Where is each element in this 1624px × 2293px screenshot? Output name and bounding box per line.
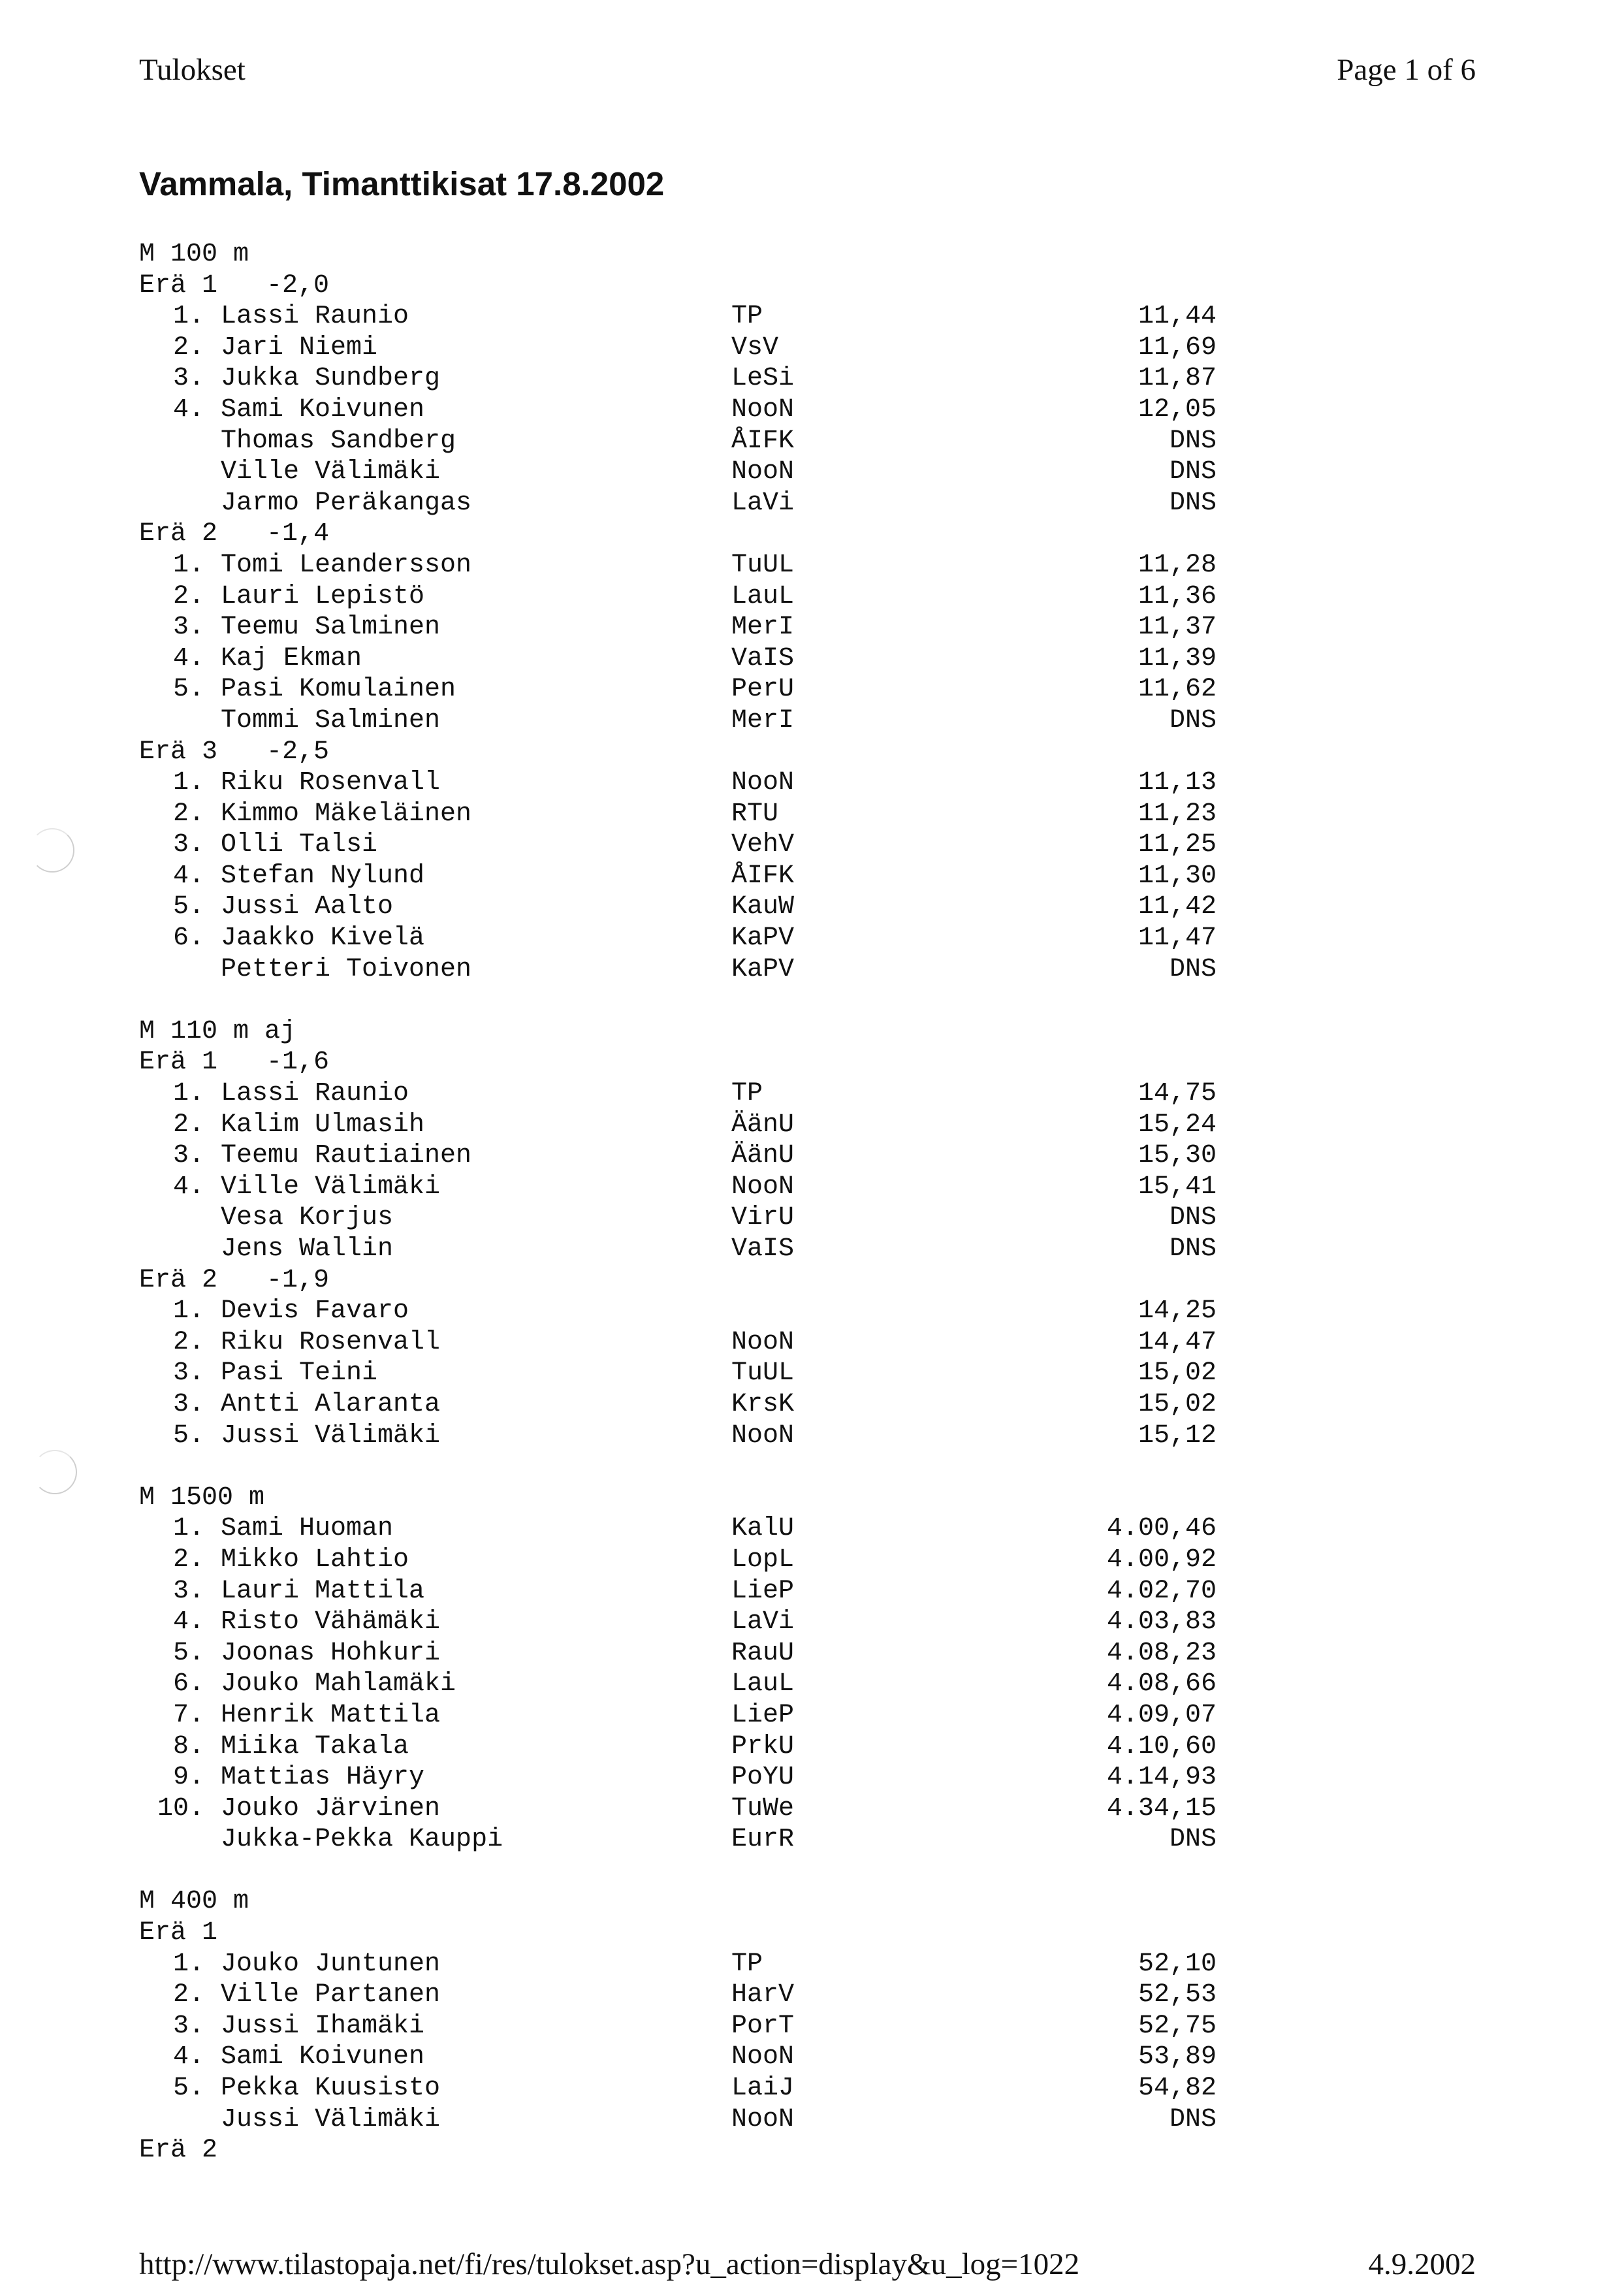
punch-hole-mark: [33, 1450, 77, 1494]
result-row: [139, 1669, 1249, 1700]
result-mark: 4.00,46: [1106, 1514, 1217, 1544]
result-row: [139, 1576, 1249, 1607]
club-code: TP: [731, 1949, 763, 1979]
placing: 7.: [172, 1700, 204, 1730]
result-mark: 4.14,93: [1106, 1763, 1217, 1793]
club-code: LauL: [731, 581, 795, 611]
result-mark: 12,05: [1138, 394, 1217, 425]
heat-heading: [139, 270, 1249, 302]
section-spacer: [139, 1451, 1249, 1483]
document-title: Vammala, Timanttikisat 17.8.2002: [139, 165, 665, 202]
athlete-name: Jussi Välimäki: [221, 1420, 441, 1451]
club-code: PoYU: [731, 1763, 795, 1793]
result-row: [139, 705, 1249, 737]
wind-reading: -2,5: [266, 737, 330, 767]
result-row: [139, 1202, 1249, 1234]
club-code: EurR: [731, 1825, 795, 1855]
athlete-name: Pasi Teini: [221, 1358, 378, 1388]
result-mark: 11,25: [1138, 830, 1217, 860]
result-mark: 11,62: [1138, 675, 1217, 705]
athlete-name: Jukka-Pekka Kauppi: [221, 1825, 503, 1855]
placing: 9.: [172, 1763, 204, 1793]
club-code: PorT: [731, 2011, 795, 2041]
result-mark: 15,02: [1138, 1389, 1217, 1419]
athlete-name: Kimmo Mäkeläinen: [221, 799, 472, 829]
result-row: [139, 1762, 1249, 1793]
result-row: [139, 1545, 1249, 1576]
club-code: VirU: [731, 1203, 795, 1233]
club-code: LieP: [731, 1700, 795, 1730]
athlete-name: Jussi Ihamäki: [221, 2011, 425, 2041]
athlete-name: Jouko Järvinen: [221, 1793, 441, 1823]
athlete-name: Ville Välimäki: [221, 457, 441, 487]
placing: 4.: [172, 861, 204, 891]
result-row: [139, 1078, 1249, 1110]
event-name: M 110 m aj: [139, 1016, 296, 1046]
club-code: RTU: [731, 799, 779, 829]
result-row: [139, 1234, 1249, 1265]
club-code: VaIS: [731, 1234, 795, 1264]
result-mark: DNS: [1169, 488, 1217, 518]
result-row: [139, 1607, 1249, 1638]
athlete-name: Jarmo Peräkangas: [221, 488, 472, 518]
result-row: [139, 861, 1249, 892]
athlete-name: Joonas Hohkuri: [221, 1638, 441, 1668]
result-mark: 11,28: [1138, 550, 1217, 580]
result-mark: 11,39: [1138, 643, 1217, 673]
result-mark: 15,30: [1138, 1141, 1217, 1171]
result-mark: 15,12: [1138, 1420, 1217, 1451]
result-row: [139, 426, 1249, 457]
placing: 3.: [172, 613, 204, 643]
result-mark: 4.10,60: [1106, 1731, 1217, 1761]
placing: 1.: [172, 550, 204, 580]
result-row: [139, 394, 1249, 426]
event-heading: [139, 1886, 1249, 1917]
club-code: NooN: [731, 1172, 795, 1202]
wind-reading: -2,0: [266, 270, 330, 300]
result-mark: 54,82: [1138, 2074, 1217, 2104]
athlete-name: Lassi Raunio: [221, 302, 409, 332]
heat-label: Erä 1: [139, 1918, 218, 1948]
result-row: [139, 1389, 1249, 1420]
result-mark: 11,69: [1138, 332, 1217, 362]
placing: 4.: [172, 394, 204, 425]
placing: 1.: [172, 1949, 204, 1979]
heat-heading: [139, 1917, 1249, 1949]
result-mark: DNS: [1169, 1234, 1217, 1264]
athlete-name: Antti Alaranta: [221, 1389, 441, 1419]
club-code: TuUL: [731, 1358, 795, 1388]
athlete-name: Sami Koivunen: [221, 394, 425, 425]
result-row: [139, 954, 1249, 986]
result-mark: 4.03,83: [1106, 1607, 1217, 1637]
club-code: NooN: [731, 1327, 795, 1357]
event-heading: [139, 1483, 1249, 1514]
athlete-name: Teemu Rautiainen: [221, 1141, 472, 1171]
result-row: [139, 550, 1249, 581]
placing: 10.: [157, 1793, 204, 1823]
result-row: [139, 301, 1249, 332]
result-row: [139, 1358, 1249, 1389]
athlete-name: Jussi Välimäki: [221, 2104, 441, 2134]
result-mark: 15,24: [1138, 1110, 1217, 1140]
print-date: 4.9.2002: [1368, 2247, 1476, 2281]
result-mark: DNS: [1169, 1203, 1217, 1233]
athlete-name: Lassi Raunio: [221, 1079, 409, 1109]
result-row: [139, 1980, 1249, 2011]
event-heading: [139, 1016, 1249, 1048]
athlete-name: Pekka Kuusisto: [221, 2074, 441, 2104]
result-row: [139, 1700, 1249, 1731]
heat-label: Erä 1: [139, 270, 218, 300]
result-mark: DNS: [1169, 457, 1217, 487]
club-code: MerI: [731, 613, 795, 643]
club-code: PrkU: [731, 1731, 795, 1761]
athlete-name: Teemu Salminen: [221, 613, 441, 643]
heat-heading: [139, 1265, 1249, 1296]
club-code: LopL: [731, 1545, 795, 1575]
club-code: LauL: [731, 1669, 795, 1699]
result-mark: 11,13: [1138, 768, 1217, 798]
placing: 6.: [172, 923, 204, 954]
result-mark: 11,42: [1138, 892, 1217, 922]
athlete-name: Jouko Mahlamäki: [221, 1669, 456, 1699]
result-row: [139, 1793, 1249, 1825]
placing: 4.: [172, 2042, 204, 2072]
club-code: KalU: [731, 1514, 795, 1544]
heat-label: Erä 2: [139, 1265, 218, 1295]
result-row: [139, 332, 1249, 364]
athlete-name: Ville Välimäki: [221, 1172, 441, 1202]
athlete-name: Devis Favaro: [221, 1296, 409, 1326]
placing: 1.: [172, 1514, 204, 1544]
result-row: [139, 581, 1249, 613]
club-code: PerU: [731, 675, 795, 705]
athlete-name: Petteri Toivonen: [221, 954, 472, 984]
athlete-name: Tommi Salminen: [221, 705, 441, 735]
club-code: NooN: [731, 457, 795, 487]
club-code: NooN: [731, 2042, 795, 2072]
athlete-name: Henrik Mattila: [221, 1700, 441, 1730]
result-row: [139, 674, 1249, 705]
result-mark: 14,75: [1138, 1079, 1217, 1109]
athlete-name: Stefan Nylund: [221, 861, 425, 891]
event-name: M 400 m: [139, 1887, 249, 1917]
wind-reading: -1,6: [266, 1048, 330, 1078]
placing: 1.: [172, 1079, 204, 1109]
placing: 3.: [172, 1358, 204, 1388]
result-mark: 53,89: [1138, 2042, 1217, 2072]
results-list: [139, 239, 1249, 2166]
placing: 2.: [172, 1110, 204, 1140]
club-code: LeSi: [731, 364, 795, 394]
club-code: TP: [731, 302, 763, 332]
punch-hole-mark: [30, 828, 74, 873]
club-code: TuUL: [731, 550, 795, 580]
placing: 3.: [172, 364, 204, 394]
result-mark: 15,02: [1138, 1358, 1217, 1388]
result-mark: 11,87: [1138, 364, 1217, 394]
placing: 3.: [172, 1576, 204, 1606]
club-code: TuWe: [731, 1793, 795, 1823]
result-row: [139, 1638, 1249, 1669]
result-row: [139, 923, 1249, 954]
result-mark: 4.09,07: [1106, 1700, 1217, 1730]
page-number: Page 1 of 6: [1337, 53, 1476, 87]
result-row: [139, 1140, 1249, 1172]
result-mark: 4.34,15: [1106, 1793, 1217, 1823]
result-row: [139, 2042, 1249, 2073]
result-mark: 11,23: [1138, 799, 1217, 829]
page-header-left: Tulokset: [139, 53, 246, 87]
athlete-name: Lauri Mattila: [221, 1576, 425, 1606]
placing: 1.: [172, 1296, 204, 1326]
club-code: KrsK: [731, 1389, 795, 1419]
club-code: HarV: [731, 1980, 795, 2010]
result-row: [139, 2011, 1249, 2042]
club-code: ÅIFK: [731, 861, 795, 891]
result-row: [139, 829, 1249, 861]
club-code: ÅIFK: [731, 426, 795, 456]
athlete-name: Vesa Korjus: [221, 1203, 394, 1233]
result-mark: DNS: [1169, 705, 1217, 735]
placing: 2.: [172, 1980, 204, 2010]
result-mark: 11,44: [1138, 302, 1217, 332]
result-row: [139, 1420, 1249, 1452]
result-mark: 11,30: [1138, 861, 1217, 891]
placing: 2.: [172, 799, 204, 829]
club-code: NooN: [731, 2104, 795, 2134]
placing: 2.: [172, 1327, 204, 1357]
heat-label: Erä 2: [139, 519, 218, 549]
result-mark: 4.00,92: [1106, 1545, 1217, 1575]
placing: 2.: [172, 332, 204, 362]
athlete-name: Riku Rosenvall: [221, 1327, 441, 1357]
placing: 2.: [172, 581, 204, 611]
club-code: MerI: [731, 705, 795, 735]
placing: 3.: [172, 1389, 204, 1419]
result-row: [139, 1110, 1249, 1141]
heat-heading: [139, 519, 1249, 550]
result-row: [139, 1949, 1249, 1980]
placing: 5.: [172, 675, 204, 705]
club-code: ÄänU: [731, 1141, 795, 1171]
result-row: [139, 643, 1249, 675]
section-spacer: [139, 1855, 1249, 1887]
result-row: [139, 1327, 1249, 1358]
athlete-name: Olli Talsi: [221, 830, 378, 860]
result-mark: 52,10: [1138, 1949, 1217, 1979]
placing: 1.: [172, 302, 204, 332]
result-row: [139, 363, 1249, 394]
placing: 5.: [172, 1420, 204, 1451]
placing: 3.: [172, 1141, 204, 1171]
athlete-name: Jussi Aalto: [221, 892, 394, 922]
club-code: VaIS: [731, 643, 795, 673]
result-row: [139, 1172, 1249, 1203]
club-code: KaPV: [731, 923, 795, 954]
athlete-name: Jaakko Kivelä: [221, 923, 425, 954]
club-code: NooN: [731, 1420, 795, 1451]
result-row: [139, 1824, 1249, 1855]
placing: 1.: [172, 768, 204, 798]
placing: 3.: [172, 830, 204, 860]
heat-label: Erä 3: [139, 737, 218, 767]
result-mark: 14,25: [1138, 1296, 1217, 1326]
athlete-name: Sami Huoman: [221, 1514, 394, 1544]
athlete-name: Kalim Ulmasih: [221, 1110, 425, 1140]
placing: 4.: [172, 1172, 204, 1202]
wind-reading: -1,9: [266, 1265, 330, 1295]
result-mark: 11,36: [1138, 581, 1217, 611]
athlete-name: Pasi Komulainen: [221, 675, 456, 705]
result-row: [139, 457, 1249, 488]
result-mark: 4.08,66: [1106, 1669, 1217, 1699]
club-code: NooN: [731, 768, 795, 798]
placing: 8.: [172, 1731, 204, 1761]
heat-heading: [139, 1047, 1249, 1078]
result-row: [139, 488, 1249, 519]
placing: 4.: [172, 1607, 204, 1637]
club-code: VsV: [731, 332, 779, 362]
athlete-name: Ville Partanen: [221, 1980, 441, 2010]
athlete-name: Miika Takala: [221, 1731, 409, 1761]
result-row: [139, 1513, 1249, 1545]
event-name: M 100 m: [139, 240, 249, 269]
club-code: KaPV: [731, 954, 795, 984]
athlete-name: Tomi Leandersson: [221, 550, 472, 580]
heat-label: Erä 1: [139, 1048, 218, 1078]
club-code: NooN: [731, 394, 795, 425]
page-url: http://www.tilastopaja.net/fi/res/tulokset.asp?u_action=display&u_log=1022: [139, 2247, 1080, 2281]
result-row: [139, 1296, 1249, 1327]
athlete-name: Kaj Ekman: [221, 643, 362, 673]
result-row: [139, 799, 1249, 830]
club-code: LieP: [731, 1576, 795, 1606]
result-mark: 11,37: [1138, 613, 1217, 643]
placing: 6.: [172, 1669, 204, 1699]
result-mark: DNS: [1169, 426, 1217, 456]
result-mark: 4.02,70: [1106, 1576, 1217, 1606]
athlete-name: Mikko Lahtio: [221, 1545, 409, 1575]
athlete-name: Mattias Häyry: [221, 1763, 425, 1793]
heat-heading: [139, 2135, 1249, 2166]
club-code: LaiJ: [731, 2074, 795, 2104]
placing: 4.: [172, 643, 204, 673]
placing: 5.: [172, 2074, 204, 2104]
placing: 5.: [172, 1638, 204, 1668]
result-mark: 11,47: [1138, 923, 1217, 954]
athlete-name: Jari Niemi: [221, 332, 378, 362]
club-code: LaVi: [731, 1607, 795, 1637]
club-code: ÄänU: [731, 1110, 795, 1140]
section-spacer: [139, 985, 1249, 1016]
result-mark: 15,41: [1138, 1172, 1217, 1202]
result-row: [139, 2073, 1249, 2104]
result-mark: 4.08,23: [1106, 1638, 1217, 1668]
athlete-name: Riku Rosenvall: [221, 768, 441, 798]
heat-label: Erä 2: [139, 2136, 218, 2166]
athlete-name: Jouko Juntunen: [221, 1949, 441, 1979]
placing: 2.: [172, 1545, 204, 1575]
placing: 3.: [172, 2011, 204, 2041]
heat-heading: [139, 737, 1249, 768]
result-row: [139, 1731, 1249, 1763]
wind-reading: -1,4: [266, 519, 330, 549]
result-mark: DNS: [1169, 1825, 1217, 1855]
result-mark: 52,53: [1138, 1980, 1217, 2010]
placing: 5.: [172, 892, 204, 922]
club-code: RauU: [731, 1638, 795, 1668]
athlete-name: Risto Vähämäki: [221, 1607, 441, 1637]
result-row: [139, 767, 1249, 799]
result-mark: DNS: [1169, 954, 1217, 984]
athlete-name: Jukka Sundberg: [221, 364, 441, 394]
club-code: VehV: [731, 830, 795, 860]
athlete-name: Sami Koivunen: [221, 2042, 425, 2072]
athlete-name: Jens Wallin: [221, 1234, 394, 1264]
result-row: [139, 2104, 1249, 2136]
event-heading: [139, 239, 1249, 270]
result-mark: DNS: [1169, 2104, 1217, 2134]
result-row: [139, 612, 1249, 643]
club-code: TP: [731, 1079, 763, 1109]
club-code: LaVi: [731, 488, 795, 518]
result-mark: 14,47: [1138, 1327, 1217, 1357]
event-name: M 1500 m: [139, 1483, 265, 1513]
result-mark: 52,75: [1138, 2011, 1217, 2041]
athlete-name: Lauri Lepistö: [221, 581, 425, 611]
club-code: KauW: [731, 892, 795, 922]
athlete-name: Thomas Sandberg: [221, 426, 456, 456]
result-row: [139, 891, 1249, 923]
